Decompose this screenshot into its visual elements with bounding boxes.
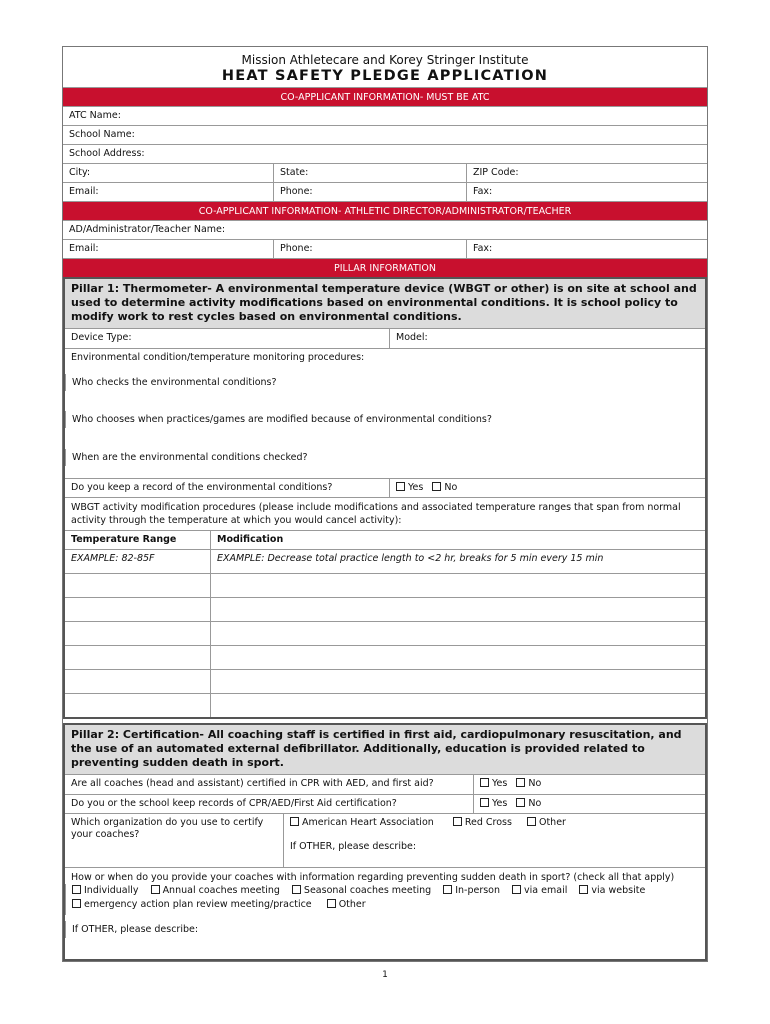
example-temp: EXAMPLE: 82-85F	[65, 550, 211, 573]
checkbox-icon	[512, 885, 521, 894]
organization-question: Which organization do you use to certify your coaches?	[71, 817, 264, 840]
seasonal-meeting-option[interactable]: Seasonal coaches meeting	[292, 884, 431, 898]
record-no-option[interactable]: No	[432, 482, 457, 493]
form-title: HEAT SAFETY PLEDGE APPLICATION	[221, 68, 549, 84]
eap-review-option[interactable]: emergency action plan review meeting/practice	[72, 898, 312, 912]
education-row	[65, 867, 705, 959]
checkbox-icon	[453, 817, 462, 826]
records-yes-option[interactable]: Yes	[480, 798, 507, 809]
table-row[interactable]	[65, 669, 705, 693]
website-option[interactable]: via website	[579, 884, 645, 898]
education-options	[65, 884, 705, 915]
email-option[interactable]: via email	[512, 884, 567, 898]
checkbox-icon	[480, 798, 489, 807]
section-bar-atc: CO-APPLICANT INFORMATION- MUST BE ATC	[63, 87, 707, 106]
checkbox-icon	[151, 885, 160, 894]
ad-contact-row	[63, 239, 707, 258]
heat-safety-form	[62, 46, 708, 962]
checkbox-icon	[396, 482, 405, 491]
form-subtitle: Mission Athletecare and Korey Stringer Institute	[241, 53, 529, 67]
email-phone-fax-row	[63, 182, 707, 201]
form-header	[63, 47, 707, 87]
state-field[interactable]: State:	[273, 164, 466, 182]
table-row[interactable]	[65, 693, 705, 717]
pillar1-box	[63, 277, 707, 719]
in-person-option[interactable]: In-person	[443, 884, 500, 898]
checkbox-icon	[290, 817, 299, 826]
record-yes-option[interactable]: Yes	[396, 482, 423, 493]
section-bar-pillar: PILLAR INFORMATION	[63, 258, 707, 277]
table-header	[65, 530, 705, 549]
device-row	[65, 329, 705, 348]
procedures-label: Environmental condition/temperature monitoring procedures:	[71, 352, 365, 363]
atc-name-field[interactable]: ATC Name:	[63, 106, 707, 125]
pillar2-heading: Pillar 2: Certification- All coaching staff is certified in first aid, cardiopulmonary resuscitation, and the use of an automated external defibrillator. Additionally, education is provided related to preventing sudden death in sport.	[65, 723, 705, 775]
col-mod-header: Modification	[217, 534, 284, 545]
school-address-field[interactable]: School Address:	[63, 144, 707, 163]
other-describe2-label[interactable]: If OTHER, please describe:	[65, 921, 705, 938]
individually-option[interactable]: Individually	[72, 884, 139, 898]
checkbox-icon	[327, 899, 336, 908]
city-field[interactable]: City:	[69, 167, 91, 178]
other-method-option[interactable]: Other	[327, 898, 366, 912]
education-question: How or when do you provide your coaches with information regarding preventing sudden death in sport? (check all that apply)	[71, 872, 675, 883]
ad-email-field[interactable]: Email:	[69, 243, 99, 254]
checkbox-icon	[480, 778, 489, 787]
city-state-zip-row	[63, 163, 707, 182]
cpr-no-option[interactable]: No	[516, 778, 541, 789]
procedures-block[interactable]	[65, 348, 705, 478]
col-temp-header: Temperature Range	[65, 531, 211, 549]
checkbox-icon	[516, 798, 525, 807]
red-cross-option[interactable]: Red Cross	[453, 817, 512, 828]
pillar2-box	[63, 723, 707, 961]
model-field[interactable]: Model:	[389, 329, 705, 348]
fax-field[interactable]: Fax:	[466, 183, 707, 201]
records-no-option[interactable]: No	[516, 798, 541, 809]
email-field[interactable]: Email:	[69, 186, 99, 197]
checkbox-icon	[72, 899, 81, 908]
record-question: Do you keep a record of the environmental conditions?	[71, 482, 333, 493]
ad-phone-field[interactable]: Phone:	[273, 240, 466, 258]
zip-field[interactable]: ZIP Code:	[466, 164, 707, 182]
checkbox-icon	[443, 885, 452, 894]
table-row	[65, 549, 705, 573]
checkbox-icon	[516, 778, 525, 787]
wbgt-label: WBGT activity modification procedures (please include modifications and associated temperature ranges that span from normal activity through the temperature at which you would cancel activity):	[71, 502, 681, 526]
cpr-yes-option[interactable]: Yes	[480, 778, 507, 789]
other-describe-label[interactable]: If OTHER, please describe:	[290, 841, 417, 852]
cpr-cert-question: Are all coaches (head and assistant) certified in CPR with AED, and first aid?	[71, 778, 434, 789]
ad-name-field[interactable]: AD/Administrator/Teacher Name:	[63, 220, 707, 239]
phone-field[interactable]: Phone:	[273, 183, 466, 201]
who-checks-label: Who checks the environmental conditions?	[65, 374, 705, 391]
other-org-option[interactable]: Other	[527, 817, 566, 828]
table-row[interactable]	[65, 597, 705, 621]
page-number: 1	[382, 970, 388, 980]
device-type-field[interactable]: Device Type:	[71, 332, 132, 343]
section-bar-ad: CO-APPLICANT INFORMATION- ATHLETIC DIRECTOR/ADMINISTRATOR/TEACHER	[63, 201, 707, 220]
cpr-cert-row	[65, 775, 705, 794]
when-checked-label: When are the environmental conditions checked?	[65, 449, 705, 466]
example-mod: EXAMPLE: Decrease total practice length to <2 hr, breaks for 5 min every 15 min	[217, 553, 604, 564]
table-row[interactable]	[65, 621, 705, 645]
record-row	[65, 478, 705, 497]
pillar1-heading: Pillar 1: Thermometer- A environmental temperature device (WBGT or other) is on site at school and used to determine activity modifications based on environmental conditions. It is school policy to modify work to rest cycles based on environmental conditions.	[65, 277, 705, 329]
table-row[interactable]	[65, 573, 705, 597]
ad-fax-field[interactable]: Fax:	[466, 240, 707, 258]
records-row	[65, 794, 705, 813]
checkbox-icon	[292, 885, 301, 894]
table-row[interactable]	[65, 645, 705, 669]
checkbox-icon	[527, 817, 536, 826]
checkbox-icon	[432, 482, 441, 491]
annual-meeting-option[interactable]: Annual coaches meeting	[151, 884, 280, 898]
organization-row	[65, 813, 705, 867]
wbgt-row	[65, 497, 705, 530]
records-question: Do you or the school keep records of CPR/AED/First Aid certification?	[71, 798, 397, 809]
aha-option[interactable]: American Heart Association	[290, 817, 434, 828]
checkbox-icon	[72, 885, 81, 894]
school-name-field[interactable]: School Name:	[63, 125, 707, 144]
checkbox-icon	[579, 885, 588, 894]
who-chooses-label: Who chooses when practices/games are modified because of environmental conditions?	[65, 411, 705, 428]
